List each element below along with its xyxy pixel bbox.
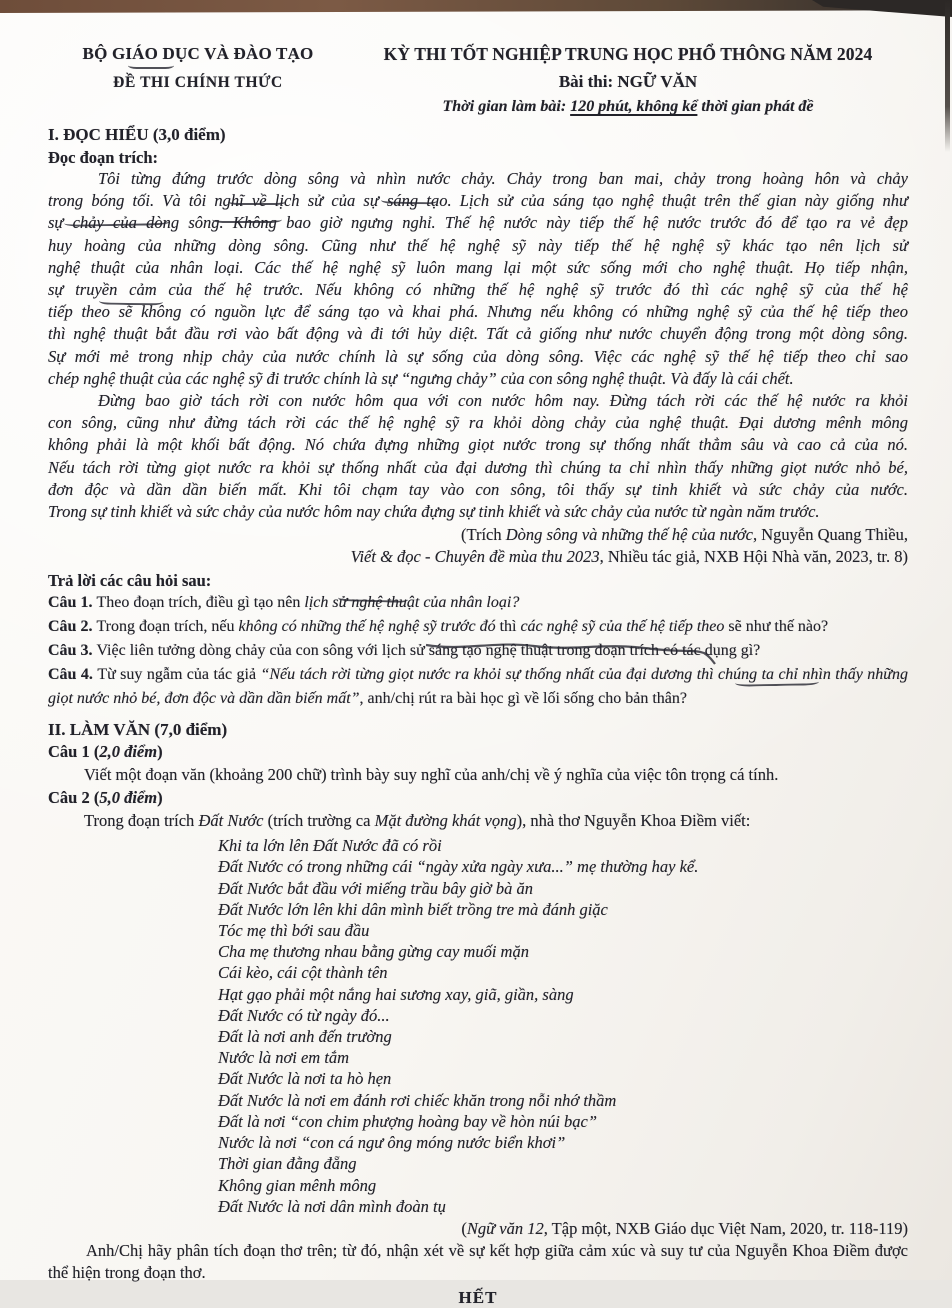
pen-underline <box>381 197 437 205</box>
passage-line: Nếu tách rời từng giọt nước ra khỏi sự thống nhất của đại dương thì chúng ta chỉ nhìn thấy những giọt nước nhỏ bé, <box>48 457 908 477</box>
passage-line: thì nghệ thuật bắt đầu rơi vào bất động và đi tới hủy diệt. Tất cả giống như nước chuyển động trong một dòng sông. <box>48 324 908 344</box>
passage-line: Đừng bao giờ tách rời con nước hôm qua với con nước hôm nay. Đừng tách rời các thế hệ nước ra khỏi <box>98 391 908 411</box>
question-1: Câu 1. Theo đoạn trích, điều gì tạo nên lịch sử nghệ thuật của nhân loại? <box>48 594 520 612</box>
poem-line: Cái kèo, cái cột thành tên <box>218 963 388 983</box>
passage-line: Sự mới mẻ trong nhịp chảy của nước chính là sự sống của dòng sông. Việc các nghệ sỹ thế hệ tiếp theo chỉ sao <box>48 346 908 366</box>
exam-duration: Thời gian làm bài: 120 phút, không kể thời gian phát đề <box>442 98 814 115</box>
exam-title-block <box>348 44 908 116</box>
answer-prompt: Trả lời các câu hỏi sau: <box>48 571 212 591</box>
poem-line: Đất là nơi “con chim phượng hoàng bay về hòn núi bạc” <box>218 1111 598 1131</box>
poem-source: (Ngữ văn 12, Tập một, NXB Giáo dục Việt Nam, 2020, tr. 118-119) <box>461 1218 908 1238</box>
poem-line: Khi ta lớn lên Đất Nước đã có rồi <box>218 836 442 856</box>
poem-line: Đất là nơi anh đến trường <box>218 1027 392 1047</box>
exam-title: KỲ THI TỐT NGHIỆP TRUNG HỌC PHỔ THÔNG NĂM 2024 <box>383 44 873 64</box>
poem-line: Đất Nước là nơi dân mình đoàn tụ <box>218 1196 446 1216</box>
writing-q2-intro: Trong đoạn trích Đất Nước (trích trường ca Mặt đường khát vọng), nhà thơ Nguyễn Khoa Điềm viết: <box>84 811 751 831</box>
passage-line: huy hoàng của những dòng sông. Cũng như thế hệ nghệ sỹ này tiếp thế hệ nghệ sỹ khác tạo nên lịch sử <box>48 235 908 255</box>
exam-subject: Bài thi: NGỮ VĂN <box>558 72 698 91</box>
passage-line: sự chảy của dòng sông. Không bao giờ ngưng nghỉ. Thế hệ nước này tiếp thế hệ nước trước đó để tạo ra vẻ đẹp <box>48 213 908 233</box>
passage-line: trong bóng tối. Và tôi nghĩ về lịch sử của sự sáng tạo. Lịch sử của sáng tạo nghệ thuật trên thế gian này giống như <box>48 191 908 211</box>
poem-line: Nước là nơi “con cá ngư ông móng nước biển khơi” <box>218 1133 566 1153</box>
issuer-block <box>48 44 348 116</box>
question-3: Câu 3. Việc liên tưởng dòng chảy của con sông với lịch sử sáng tạo nghệ thuật trong đoạn trích có tác dụng gì? <box>48 642 761 660</box>
poem-line: Cha mẹ thương nhau bằng gừng cay muối mặn <box>218 942 529 962</box>
question-2: Câu 2. Trong đoạn trích, nếu không có những thế hệ nghệ sỹ trước đó thì các nghệ sỹ của thế hệ tiếp theo sẽ như thế nào? <box>48 618 829 636</box>
passage-line: Tôi từng đứng trước dòng sông và nhìn nước chảy. Chảy trong ban mai, chảy trong hoàng hôn và chảy <box>98 169 908 188</box>
end-mark: HẾT <box>458 1288 498 1308</box>
writing-q1-text: Viết một đoạn văn (khoảng 200 chữ) trình bày suy nghĩ của anh/chị về ý nghĩa của việc tôn trọng cá tính. <box>84 765 779 785</box>
passage-line: con sông, cũng như đừng tách rời các thế hệ nghệ sỹ ra khỏi dòng chảy của nghệ thuật. Đại dương mênh mông <box>48 413 908 433</box>
ministry-name: BỘ GIÁO DỤC VÀ ĐÀO TẠO <box>82 44 314 63</box>
poem-line: Thời gian đằng đẵng <box>218 1154 357 1174</box>
pen-wavy-underline <box>424 638 718 666</box>
passage-line: không phải là một khối bất động. Nó chứa đựng những giọt nước trong sự thống nhất thẳm sâu và cao cả của nó. <box>48 435 908 455</box>
poem-dat-nuoc <box>218 835 908 1217</box>
exam-type-label: ĐỀ THI CHÍNH THỨC <box>113 74 283 91</box>
poem-line: Đất Nước lớn lên khi dân mình biết trồng tre mà đánh giặc <box>218 899 608 919</box>
poem-line: Hạt gạo phải một nắng hai sương xay, giã, giần, sàng <box>218 984 574 1004</box>
writing-q2-heading: Câu 2 (5,0 điểm) <box>48 788 163 808</box>
poem-line: Đất Nước bắt đầu với miếng trầu bây giờ bà ăn <box>218 878 533 898</box>
passage-line: chép nghệ thuật của các nghệ sỹ đi trước chính là sự “ngưng chảy” của con sông nghệ thuật. Và đấy là cái chết. <box>48 368 794 388</box>
section-reading-title: I. ĐỌC HIỂU (3,0 điểm) <box>48 125 226 144</box>
pen-underline <box>212 216 282 223</box>
passage-line: tiếp theo sẽ không có nguồn lực để sáng tạo và khai phá. Nhưng nếu không có những nghệ sỹ của thế hệ tiếp theo <box>48 302 908 322</box>
poem-line: Đất Nước là nơi em đánh rơi chiếc khăn trong nỗi nhớ thầm <box>218 1090 617 1110</box>
poem-line: Đất Nước có trong những cái “ngày xửa ngày xưa...” mẹ thường hay kể. <box>218 857 699 877</box>
reading-passage-paragraph-2 <box>48 390 908 523</box>
passage-line: nghệ thuật của nhân loại. Các thế hệ nghệ sỹ luôn mang lại một sức sống mới cho nghệ thuật. Họ tiếp nhận, <box>48 257 908 277</box>
reading-passage-paragraph-1 <box>48 168 908 390</box>
poem-line: Đất Nước là nơi ta hò hẹn <box>218 1069 392 1089</box>
poem-line: Đất Nước có từ ngày đó... <box>218 1005 390 1025</box>
pen-underline <box>128 62 174 69</box>
passage-line: sự truyền cảm của thế hệ trước. Nếu không có những thế hệ nghệ sỹ trước đó thì các nghệ sỹ của thế hệ <box>48 280 908 300</box>
passage-source <box>48 524 908 567</box>
writing-q1-heading: Câu 1 (2,0 điểm) <box>48 742 163 762</box>
passage-source-line-1: (Trích Dòng sông và những thế hệ của nước, Nguyễn Quang Thiều, <box>460 525 908 545</box>
poem-line: Không gian mênh mông <box>218 1175 377 1195</box>
passage-line: đơn độc và dần dần biến mất. Khi tôi chạm tay vào con sông, tôi thấy sự tinh khiết và sức chảy của nước. <box>48 479 908 499</box>
reading-intro: Đọc đoạn trích: <box>48 148 158 167</box>
poem-line: Tóc mẹ thì bới sau đầu <box>218 921 370 941</box>
question-4: Câu 4. Từ suy ngẫm của tác giả “Nếu tách rời từng giọt nước ra khỏi sự thống nhất của đại dương thì chúng ta chỉ nhìn thấy những giọt nước nhỏ bé, đơn độc và dần dần biến mất”, anh/chị rút ra bài học gì về lối sống cho bản thân? <box>48 666 908 708</box>
passage-line: Trong sự tinh khiết và sức chảy của nước hôm nay chứa đựng sự tinh khiết và sức chảy của nước từ ngàn năm trước. <box>48 502 820 522</box>
passage-source-line-2: Viết & đọc - Chuyên đề mùa thu 2023, Nhiều tác giả, NXB Hội Nhà văn, 2023, tr. 8) <box>350 546 908 566</box>
pen-underline <box>99 298 163 306</box>
writing-q2-task: Anh/Chị hãy phân tích đoạn thơ trên; từ đó, nhận xét về sự kết hợp giữa cảm xúc và suy tư của Nguyễn Khoa Điềm được thể hiện trong đoạn thơ. <box>48 1241 908 1283</box>
exam-header <box>48 44 908 116</box>
pen-underline <box>228 198 286 205</box>
poem-line: Nước là nơi em tắm <box>218 1048 350 1068</box>
section-writing-title: II. LÀM VĂN (7,0 điểm) <box>48 720 228 740</box>
